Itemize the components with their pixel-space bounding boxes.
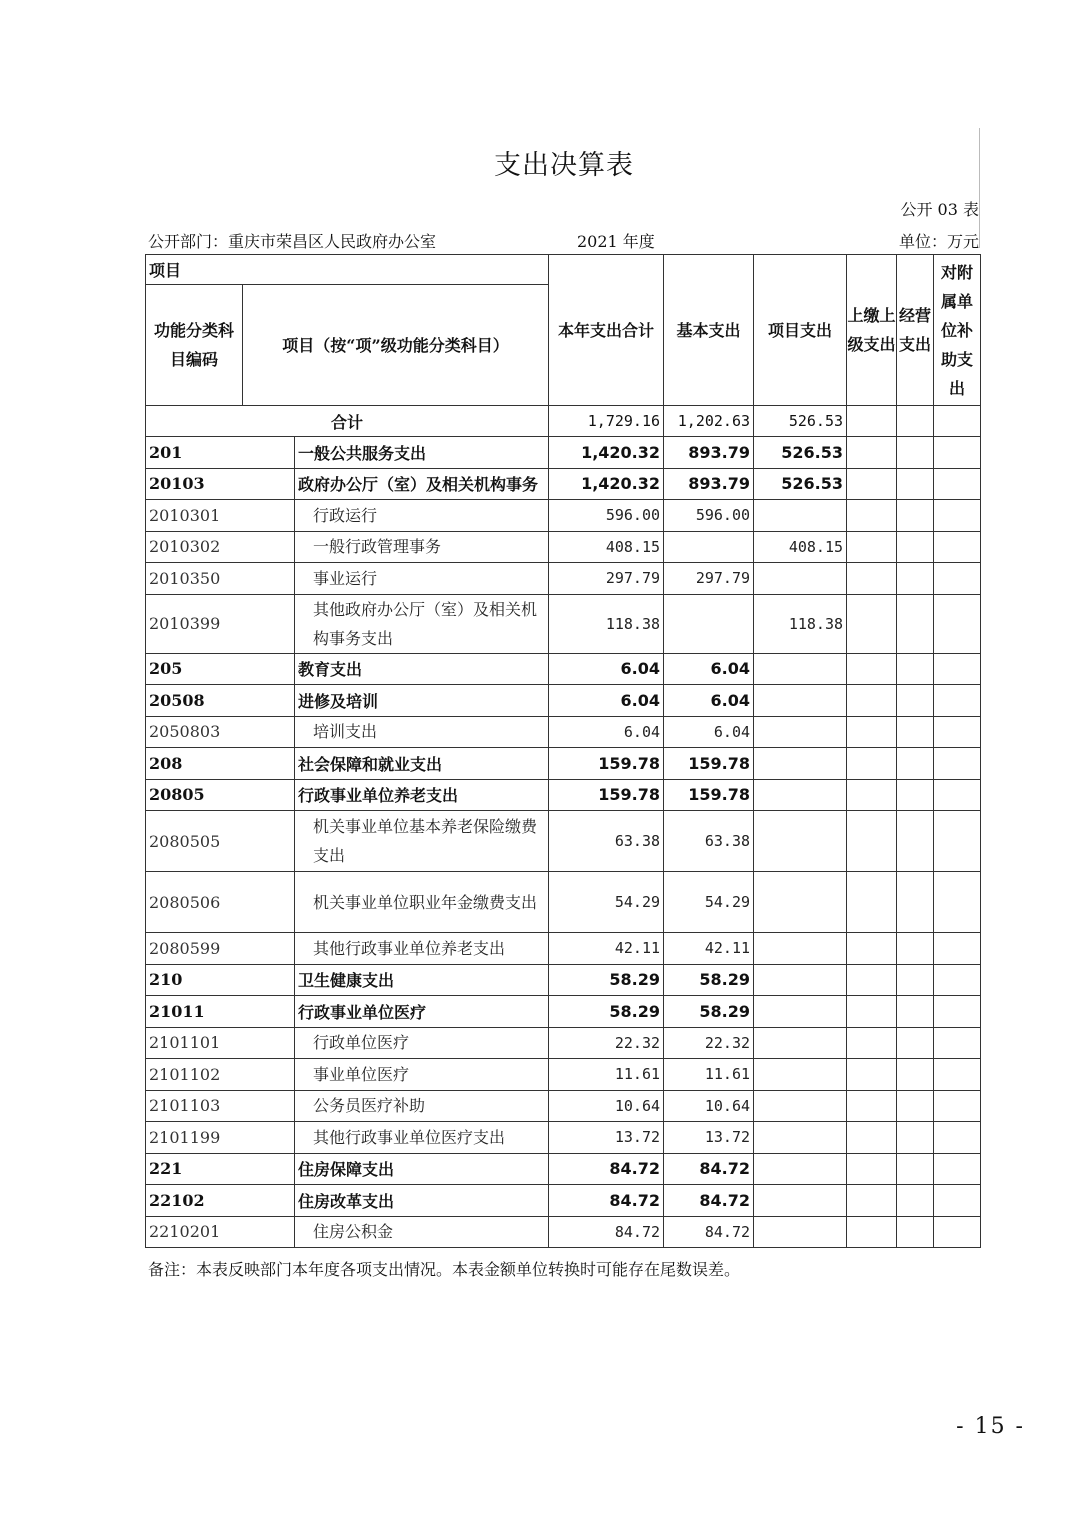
header-total: 本年支出合计 (549, 255, 664, 406)
row-business (897, 716, 934, 748)
row-business (897, 653, 934, 685)
header-subsidy: 对附属单位补助支出 (934, 255, 981, 406)
row-name: 教育支出 (295, 653, 549, 685)
row-name: 住房改革支出 (295, 1185, 549, 1217)
table-row (146, 1059, 981, 1091)
row-code: 20508 (146, 685, 295, 717)
row-business (897, 996, 934, 1028)
table-row (146, 437, 981, 469)
row-business (897, 594, 934, 653)
row-name: 住房保障支出 (295, 1153, 549, 1185)
row-project: 408.15 (754, 531, 847, 563)
header-upper: 上缴上级支出 (847, 255, 897, 406)
row-total: 6.04 (549, 685, 664, 717)
row-code: 2101103 (146, 1090, 295, 1122)
row-code: 208 (146, 748, 295, 780)
table-row (146, 594, 981, 653)
table-row (146, 933, 981, 965)
row-business (897, 468, 934, 500)
total-row (146, 406, 981, 437)
row-code: 20103 (146, 468, 295, 500)
row-project (754, 964, 847, 996)
row-project (754, 1090, 847, 1122)
row-business (897, 1122, 934, 1154)
row-subsidy (934, 1122, 981, 1154)
row-business (897, 437, 934, 469)
row-subsidy (934, 748, 981, 780)
row-business (897, 563, 934, 595)
row-total: 118.38 (549, 594, 664, 653)
page-title: 支出决算表 (494, 150, 634, 181)
row-business (897, 1027, 934, 1059)
total-basic: 1,202.63 (664, 406, 754, 437)
table-row (146, 872, 981, 933)
footnote: 备注：本表反映部门本年度各项支出情况。本表金额单位转换时可能存在尾数误差。 (148, 1260, 741, 1279)
expenditure-table (145, 254, 981, 1248)
row-business (897, 685, 934, 717)
row-subsidy (934, 653, 981, 685)
form-number: 公开 03 表 (900, 200, 979, 219)
row-upper (847, 872, 897, 933)
row-total: 10.64 (549, 1090, 664, 1122)
row-project (754, 685, 847, 717)
row-upper (847, 1059, 897, 1091)
row-upper (847, 685, 897, 717)
row-basic: 6.04 (664, 685, 754, 717)
row-basic (664, 531, 754, 563)
row-basic: 6.04 (664, 716, 754, 748)
row-total: 42.11 (549, 933, 664, 965)
row-basic: 84.72 (664, 1185, 754, 1217)
table-row (146, 563, 981, 595)
row-project (754, 653, 847, 685)
row-upper (847, 594, 897, 653)
row-subsidy (934, 594, 981, 653)
row-subsidy (934, 437, 981, 469)
row-code: 2080599 (146, 933, 295, 965)
total-sum: 1,729.16 (549, 406, 664, 437)
row-business (897, 500, 934, 532)
row-project: 526.53 (754, 468, 847, 500)
row-total: 596.00 (549, 500, 664, 532)
total-label: 合计 (146, 406, 549, 437)
row-subsidy (934, 563, 981, 595)
row-subsidy (934, 1027, 981, 1059)
row-total: 84.72 (549, 1153, 664, 1185)
row-name: 住房公积金 (295, 1216, 549, 1248)
row-upper (847, 500, 897, 532)
row-project (754, 1185, 847, 1217)
table-row (146, 748, 981, 780)
row-name: 其他行政事业单位养老支出 (295, 933, 549, 965)
row-total: 1,420.32 (549, 468, 664, 500)
row-upper (847, 716, 897, 748)
row-total: 63.38 (549, 811, 664, 872)
row-basic: 58.29 (664, 964, 754, 996)
row-total: 84.72 (549, 1216, 664, 1248)
row-name: 一般行政管理事务 (295, 531, 549, 563)
row-project (754, 996, 847, 1028)
row-total: 13.72 (549, 1122, 664, 1154)
row-project (754, 1027, 847, 1059)
row-code: 2101101 (146, 1027, 295, 1059)
row-total: 159.78 (549, 748, 664, 780)
table-row (146, 716, 981, 748)
row-name: 机关事业单位基本养老保险缴费支出 (295, 811, 549, 872)
row-subsidy (934, 531, 981, 563)
fiscal-year: 2021 年度 (577, 232, 655, 251)
table-row (146, 531, 981, 563)
row-basic: 11.61 (664, 1059, 754, 1091)
row-project (754, 779, 847, 811)
row-upper (847, 1216, 897, 1248)
row-project (754, 716, 847, 748)
row-project (754, 872, 847, 933)
total-project: 526.53 (754, 406, 847, 437)
row-basic: 596.00 (664, 500, 754, 532)
row-code: 205 (146, 653, 295, 685)
row-basic: 159.78 (664, 779, 754, 811)
table-row (146, 996, 981, 1028)
row-upper (847, 1122, 897, 1154)
row-basic: 13.72 (664, 1122, 754, 1154)
row-code: 2010350 (146, 563, 295, 595)
row-name: 培训支出 (295, 716, 549, 748)
row-name: 其他政府办公厅（室）及相关机构事务支出 (295, 594, 549, 653)
row-project (754, 748, 847, 780)
table-row (146, 500, 981, 532)
row-project (754, 1122, 847, 1154)
row-basic: 22.32 (664, 1027, 754, 1059)
row-upper (847, 1027, 897, 1059)
table-row (146, 1122, 981, 1154)
row-name: 行政事业单位医疗 (295, 996, 549, 1028)
row-basic: 10.64 (664, 1090, 754, 1122)
row-name: 行政单位医疗 (295, 1027, 549, 1059)
department-label: 公开部门：重庆市荣昌区人民政府办公室 (148, 232, 437, 251)
row-business (897, 811, 934, 872)
row-total: 58.29 (549, 996, 664, 1028)
row-code: 221 (146, 1153, 295, 1185)
row-code: 2010399 (146, 594, 295, 653)
row-upper (847, 748, 897, 780)
row-code: 210 (146, 964, 295, 996)
row-subsidy (934, 1153, 981, 1185)
row-basic: 6.04 (664, 653, 754, 685)
row-subsidy (934, 996, 981, 1028)
header-item: 项目 (146, 255, 549, 285)
row-project (754, 1153, 847, 1185)
table-row (146, 779, 981, 811)
row-upper (847, 811, 897, 872)
row-name: 政府办公厅（室）及相关机构事务 (295, 468, 549, 500)
row-upper (847, 653, 897, 685)
row-name: 社会保障和就业支出 (295, 748, 549, 780)
row-subsidy (934, 716, 981, 748)
row-subsidy (934, 964, 981, 996)
row-code: 2080506 (146, 872, 295, 933)
row-project (754, 1059, 847, 1091)
row-code: 20805 (146, 779, 295, 811)
row-business (897, 531, 934, 563)
row-subsidy (934, 468, 981, 500)
row-upper (847, 1153, 897, 1185)
row-code: 2010301 (146, 500, 295, 532)
row-code: 21011 (146, 996, 295, 1028)
header-business: 经营支出 (897, 255, 934, 406)
row-upper (847, 996, 897, 1028)
row-business (897, 1090, 934, 1122)
row-name: 行政运行 (295, 500, 549, 532)
row-name: 行政事业单位养老支出 (295, 779, 549, 811)
row-basic: 893.79 (664, 468, 754, 500)
row-business (897, 872, 934, 933)
row-upper (847, 468, 897, 500)
row-upper (847, 1185, 897, 1217)
row-basic: 54.29 (664, 872, 754, 933)
row-subsidy (934, 1216, 981, 1248)
table-row (146, 653, 981, 685)
header-basic: 基本支出 (664, 255, 754, 406)
row-project (754, 933, 847, 965)
row-upper (847, 531, 897, 563)
row-code: 2101102 (146, 1059, 295, 1091)
row-total: 22.32 (549, 1027, 664, 1059)
row-name: 机关事业单位职业年金缴费支出 (295, 872, 549, 933)
row-basic: 63.38 (664, 811, 754, 872)
header-code: 功能分类科目编码 (146, 285, 243, 406)
row-business (897, 933, 934, 965)
row-name: 进修及培训 (295, 685, 549, 717)
table-row (146, 1153, 981, 1185)
row-total: 58.29 (549, 964, 664, 996)
row-code: 2010302 (146, 531, 295, 563)
row-upper (847, 1090, 897, 1122)
row-code: 201 (146, 437, 295, 469)
row-name: 公务员医疗补助 (295, 1090, 549, 1122)
row-subsidy (934, 1090, 981, 1122)
row-total: 159.78 (549, 779, 664, 811)
row-basic: 297.79 (664, 563, 754, 595)
row-upper (847, 563, 897, 595)
row-basic: 84.72 (664, 1216, 754, 1248)
row-business (897, 964, 934, 996)
row-project (754, 1216, 847, 1248)
row-subsidy (934, 779, 981, 811)
row-upper (847, 779, 897, 811)
row-code: 2080505 (146, 811, 295, 872)
row-subsidy (934, 685, 981, 717)
row-subsidy (934, 811, 981, 872)
header-project: 项目支出 (754, 255, 847, 406)
table-row (146, 1216, 981, 1248)
row-basic: 84.72 (664, 1153, 754, 1185)
row-name: 卫生健康支出 (295, 964, 549, 996)
table-row (146, 1185, 981, 1217)
row-name: 一般公共服务支出 (295, 437, 549, 469)
row-total: 1,420.32 (549, 437, 664, 469)
row-project (754, 811, 847, 872)
row-business (897, 1153, 934, 1185)
row-business (897, 779, 934, 811)
row-name: 其他行政事业单位医疗支出 (295, 1122, 549, 1154)
page-number: - 15 - (956, 1414, 1025, 1439)
row-basic: 58.29 (664, 996, 754, 1028)
table-row (146, 1027, 981, 1059)
row-project (754, 563, 847, 595)
row-name: 事业运行 (295, 563, 549, 595)
row-project: 526.53 (754, 437, 847, 469)
row-subsidy (934, 1059, 981, 1091)
table-row (146, 964, 981, 996)
row-total: 408.15 (549, 531, 664, 563)
unit-label: 单位：万元 (898, 232, 979, 251)
table-row (146, 685, 981, 717)
row-subsidy (934, 1185, 981, 1217)
row-total: 297.79 (549, 563, 664, 595)
row-code: 2050803 (146, 716, 295, 748)
row-business (897, 1059, 934, 1091)
row-upper (847, 437, 897, 469)
row-upper (847, 964, 897, 996)
row-subsidy (934, 872, 981, 933)
row-project: 118.38 (754, 594, 847, 653)
row-business (897, 1216, 934, 1248)
row-total: 84.72 (549, 1185, 664, 1217)
row-name: 事业单位医疗 (295, 1059, 549, 1091)
row-code: 2210201 (146, 1216, 295, 1248)
row-project (754, 500, 847, 532)
row-code: 22102 (146, 1185, 295, 1217)
row-total: 54.29 (549, 872, 664, 933)
header-name: 项目（按“项”级功能分类科目） (243, 285, 549, 406)
row-business (897, 748, 934, 780)
table-row (146, 468, 981, 500)
row-basic: 159.78 (664, 748, 754, 780)
table-row (146, 811, 981, 872)
row-basic (664, 594, 754, 653)
row-total: 6.04 (549, 653, 664, 685)
table-row (146, 1090, 981, 1122)
row-subsidy (934, 933, 981, 965)
row-total: 6.04 (549, 716, 664, 748)
row-business (897, 1185, 934, 1217)
row-code: 2101199 (146, 1122, 295, 1154)
row-total: 11.61 (549, 1059, 664, 1091)
row-basic: 42.11 (664, 933, 754, 965)
row-subsidy (934, 500, 981, 532)
row-upper (847, 933, 897, 965)
row-basic: 893.79 (664, 437, 754, 469)
